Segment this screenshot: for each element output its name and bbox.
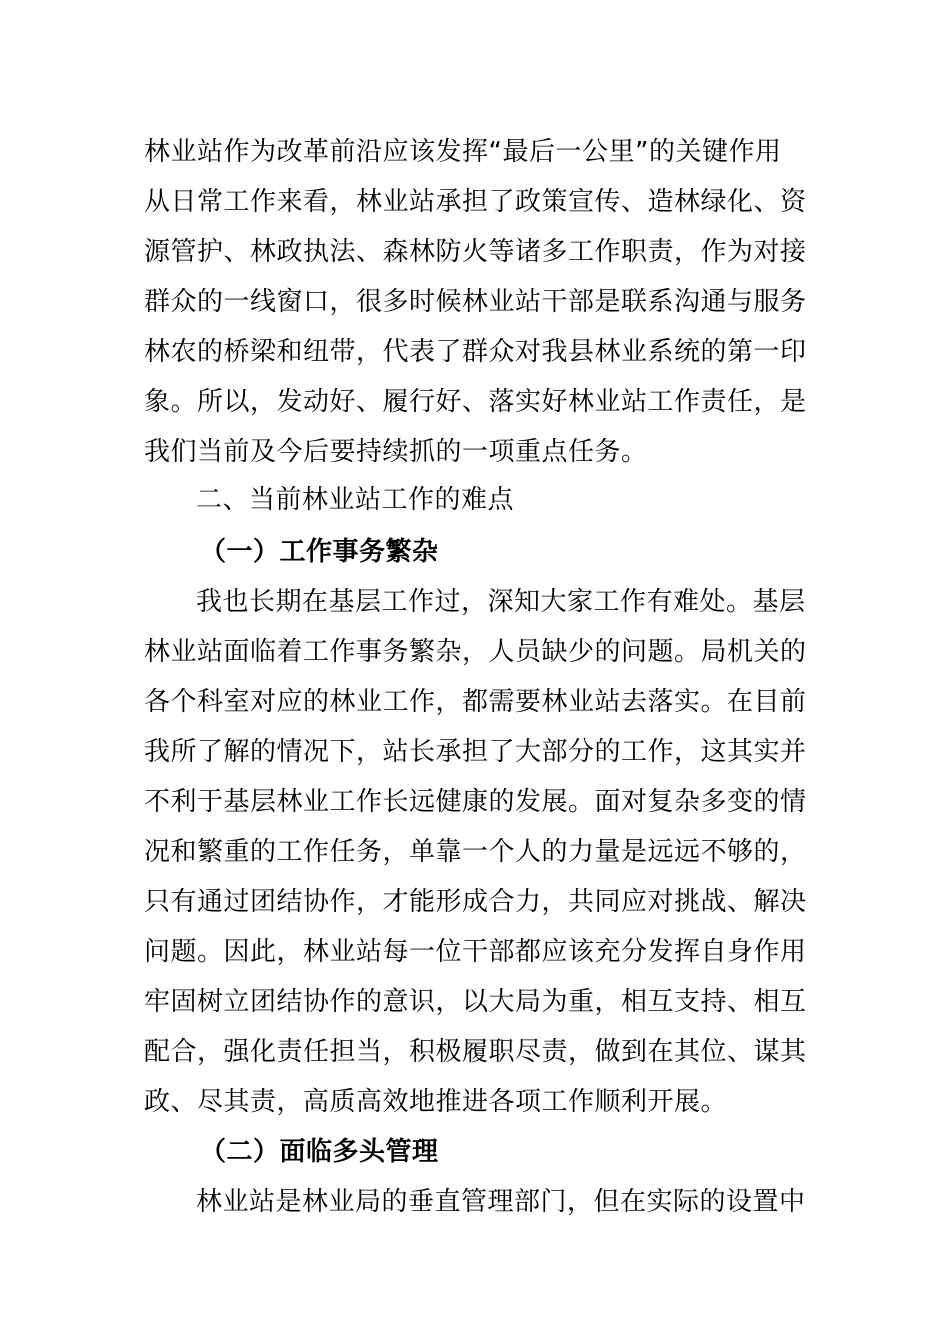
text-line: 从日常工作来看，林业站承担了政策宣传、造林绿化、资	[144, 187, 807, 217]
text-line: 林业站面临着工作事务繁杂，人员缺少的问题。局机关的	[144, 637, 807, 667]
text-line: 问题。因此，林业站每一位干部都应该充分发挥自身作用	[144, 937, 807, 967]
text-line: 政、尽其责，高质高效地推进各项工作顺利开展。	[144, 1087, 728, 1117]
text-line: 只有通过团结协作，才能形成合力，共同应对挑战、解决	[144, 887, 807, 917]
section-heading: 二、当前林业站工作的难点	[196, 485, 515, 515]
text-line: 牢固树立团结协作的意识，以大局为重，相互支持、相互	[144, 987, 807, 1017]
text-line: 林业站作为改革前沿应该发挥“最后一公里”的关键作用	[144, 137, 782, 167]
subsection-heading: （一）工作事务繁杂	[200, 537, 439, 567]
text-line: 我们当前及今后要持续抓的一项重点任务。	[144, 437, 648, 467]
subsection-heading: （二）面临多头管理	[200, 1137, 439, 1167]
text-line: 我也长期在基层工作过，深知大家工作有难处。基层	[196, 587, 806, 617]
text-line: 我所了解的情况下，站长承担了大部分的工作，这其实并	[144, 737, 807, 767]
text-line: 源管护、林政执法、森林防火等诸多工作职责，作为对接	[144, 237, 807, 267]
text-line: 群众的一线窗口，很多时候林业站干部是联系沟通与服务	[144, 287, 807, 317]
text-line: 林农的桥梁和纽带，代表了群众对我县林业系统的第一印	[144, 337, 807, 367]
text-line: 林业站是林业局的垂直管理部门，但在实际的设置中	[196, 1187, 806, 1217]
text-line: 各个科室对应的林业工作，都需要林业站去落实。在目前	[144, 687, 807, 717]
text-line: 不利于基层林业工作长远健康的发展。面对复杂多变的情	[144, 787, 807, 817]
text-line: 配合，强化责任担当，积极履职尽责，做到在其位、谋其	[144, 1037, 807, 1067]
text-line: 象。所以，发动好、履行好、落实好林业站工作责任，是	[144, 387, 807, 417]
text-line: 况和繁重的工作任务，单靠一个人的力量是远远不够的，	[144, 837, 807, 867]
